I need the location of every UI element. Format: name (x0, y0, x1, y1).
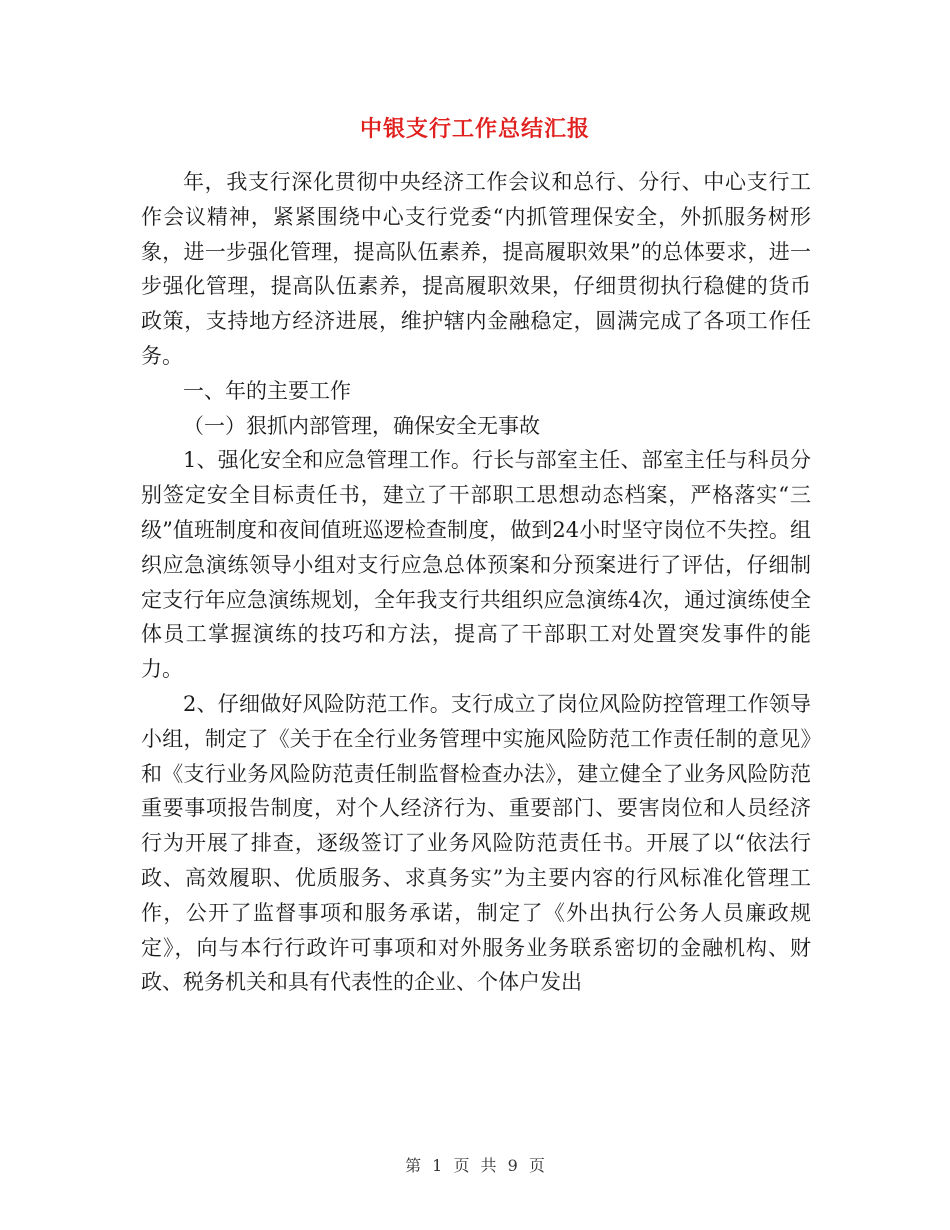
intro-paragraph: 年，我支行深化贯彻中央经济工作会议和总行、分行、中心支行工作会议精神，紧紧围绕中心支行党委“内抓管理保安全，外抓服务树形象，进一步强化管理，提高队伍素养，提高履职效果”的总体要求，进一步强化管理，提高队伍素养，提高履职效果，仔细贯彻执行稳健的货币政策，支持地方经济进展，维护辖内金融稳定，圆满完成了各项工作任务。 (141, 170, 811, 368)
subsection-heading: （一）狠抓内部管理，确保安全无事故 (183, 413, 540, 438)
paragraph-item-2: 2、仔细做好风险防范工作。支行成立了岗位风险防控管理工作领导小组，制定了《关于在全行业务管理中实施风险防范工作责任制的意见》和《支行业务风险防范责任制监督检查办法》，建立健全了业务风险防范重要事项报告制度，对个人经济行为、重要部门、要害岗位和人员经济行为开展了排查，逐级签订了业务风险防范责任书。开展了以“依法行政、高效履职、优质服务、求真务实”为主要内容的行风标准化管理工作，公开了监督事项和服务承诺，制定了《外出执行公务人员廉政规定》，向与本行行政许可事项和对外服务业务联系密切的金融机构、财政、税务机关和具有代表性的企业、个体户发出 (141, 691, 811, 995)
document-title: 中银支行工作总结汇报 (359, 116, 590, 142)
paragraph-item-1: 1、强化安全和应急管理工作。行长与部室主任、部室主任与科员分别签定安全目标责任书，建立了干部职工思想动态档案，严格落实“三级”值班制度和夜间值班巡逻检查制度，做到24小时坚守岗位不失控。组织应急演练领导小组对支行应急总体预案和分预案进行了评估，仔细制定支行年应急演练规划，全年我支行共组织应急演练4次，通过演练使全体员工掌握演练的技巧和方法，提高了干部职工对处置突发事件的能力。 (141, 448, 811, 682)
document-body (141, 165, 811, 1000)
page-number-footer: 第 1 页 共 9 页 (405, 1156, 545, 1175)
section-heading: 一、年的主要工作 (183, 378, 351, 403)
